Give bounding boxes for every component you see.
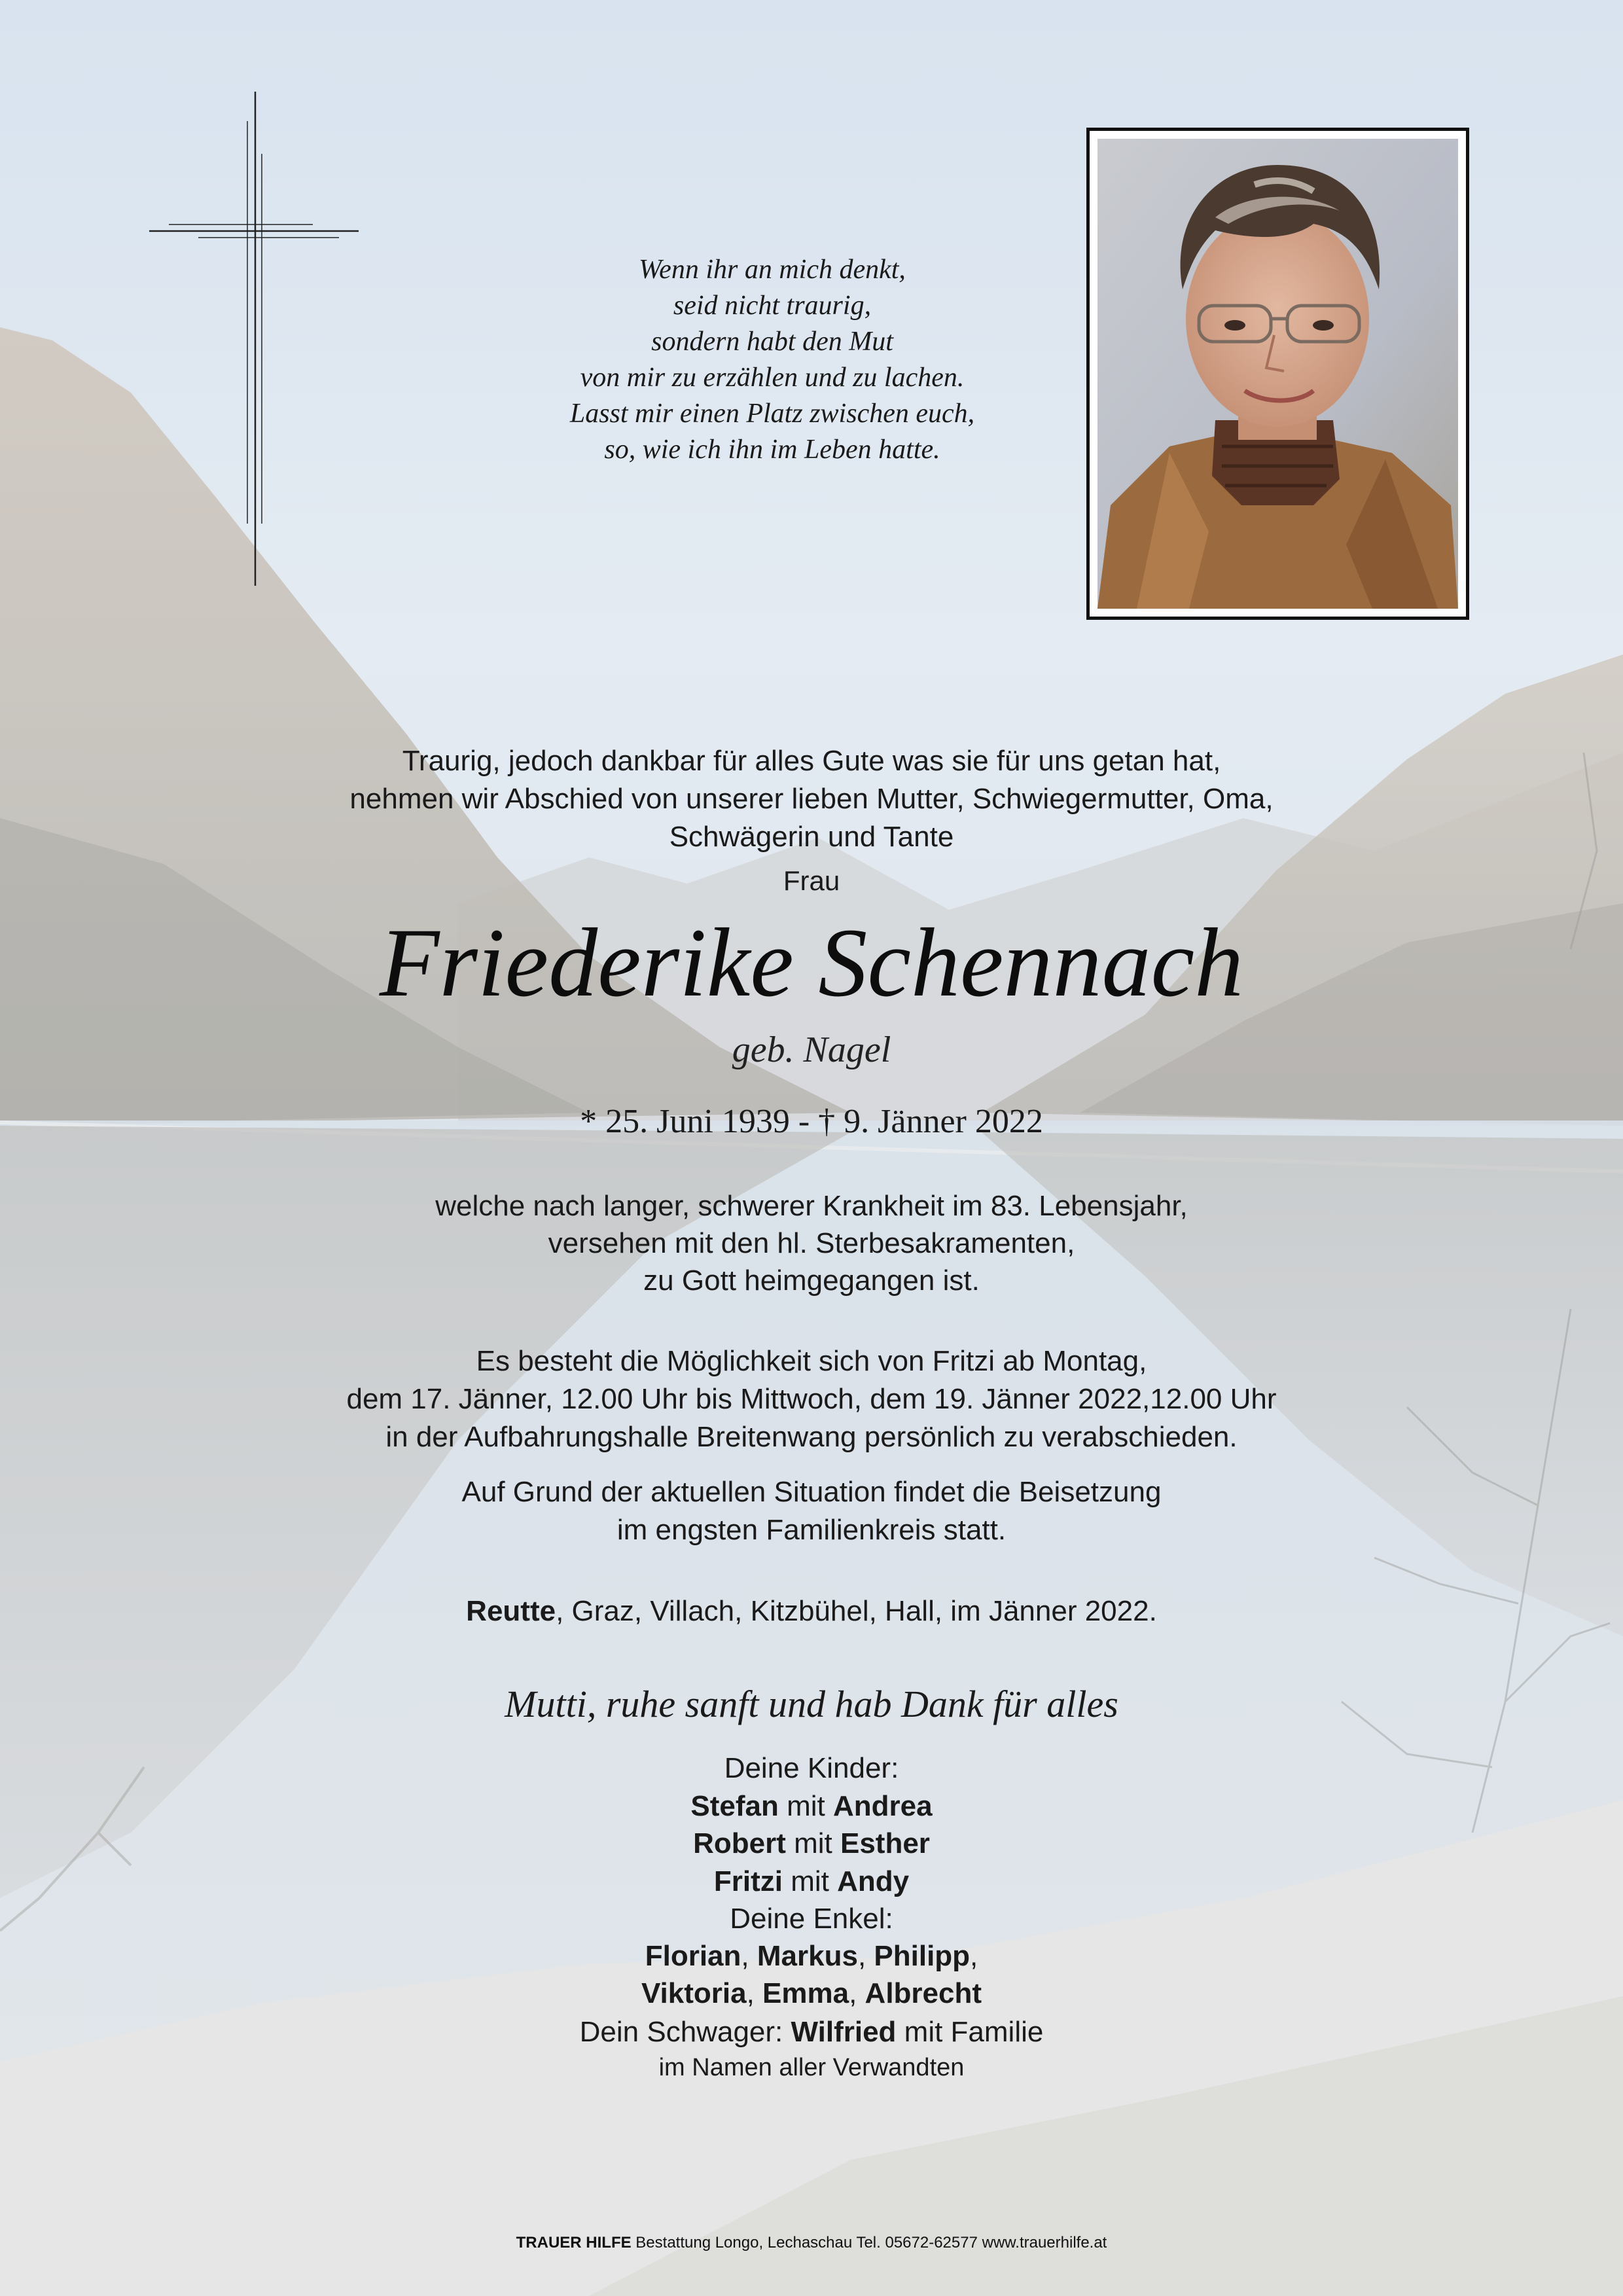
brother-rest: mit Familie: [896, 2016, 1044, 2048]
child-name: Robert: [693, 1827, 786, 1859]
child-line: [0, 1865, 1623, 1898]
salutation: Frau: [783, 865, 840, 896]
grandchild-name: Emma: [762, 1977, 849, 2009]
motto-poem: [497, 252, 1047, 468]
child-name: Fritzi: [713, 1865, 783, 1897]
footer-details: Bestattung Longo, Lechaschau Tel. 05672-62577 www.trauerhilfe.at: [631, 2234, 1107, 2251]
grandchild-name: Viktoria: [641, 1977, 747, 2009]
grandchild-name: Albrecht: [865, 1977, 982, 2009]
partner-name: Andrea: [833, 1790, 933, 1822]
viewing-line: Es besteht die Möglichkeit sich von Fritzi ab Montag,: [476, 1345, 1147, 1377]
intro-line: nehmen wir Abschied von unserer lieben Mutter, Schwiegermutter, Oma,: [349, 783, 1274, 815]
motto-line: Lasst mir einen Platz zwischen euch,: [569, 399, 975, 429]
life-dates: * 25. Juni 1939 - † 9. Jänner 2022: [580, 1103, 1043, 1140]
brother-name: Wilfried: [791, 2016, 897, 2048]
separator: ,: [970, 1940, 978, 1972]
portrait-photo: [1086, 128, 1469, 620]
grandchildren-label: Deine Enkel:: [730, 1903, 893, 1935]
motto-line: seid nicht traurig,: [673, 291, 872, 321]
separator: ,: [857, 1940, 874, 1972]
maiden-name: geb. Nagel: [732, 1030, 891, 1070]
intro-line: Traurig, jedoch dankbar für alles Gute was sie für uns getan hat,: [402, 745, 1221, 777]
intro-line: Schwägerin und Tante: [669, 821, 954, 853]
cross-icon: [149, 92, 365, 589]
mit-text: mit: [785, 1827, 840, 1859]
motto-line: Wenn ihr an mich denkt,: [639, 255, 906, 285]
grandchild-name: Markus: [757, 1940, 858, 1972]
grandchildren-line: [0, 1977, 1623, 2010]
child-line: [0, 1790, 1623, 1823]
motto-line: so, wie ich ihn im Leben hatte.: [604, 435, 940, 465]
child-name: Stefan: [690, 1790, 779, 1822]
partner-name: Esther: [840, 1827, 930, 1859]
burial-line: im engsten Familienkreis statt.: [616, 1514, 1007, 1546]
mit-text: mit: [778, 1790, 833, 1822]
children-label: Deine Kinder:: [724, 1752, 899, 1784]
places-bold: Reutte: [466, 1595, 556, 1627]
motto-line: von mir zu erzählen und zu lachen.: [580, 363, 965, 393]
motto-line: sondern habt den Mut: [651, 327, 893, 357]
mit-text: mit: [783, 1865, 838, 1897]
places-line: [0, 1595, 1623, 1628]
passing-line: versehen mit den hl. Sterbesakramenten,: [548, 1227, 1075, 1259]
grandchild-name: Florian: [645, 1940, 741, 1972]
passing-line: welche nach langer, schwerer Krankheit im 83. Lebensjahr,: [435, 1190, 1188, 1222]
brother-in-law-line: [0, 2016, 1623, 2049]
deceased-name: Friederike Schennach: [379, 908, 1244, 1017]
footer-imprint: [0, 2234, 1623, 2252]
separator: ,: [741, 1940, 757, 1972]
child-line: [0, 1827, 1623, 1860]
places-rest: , Graz, Villach, Kitzbühel, Hall, im Jänner 2022.: [556, 1595, 1157, 1627]
relatives-line: im Namen aller Verwandten: [658, 2054, 965, 2081]
viewing-line: dem 17. Jänner, 12.00 Uhr bis Mittwoch, dem 19. Jänner 2022,12.00 Uhr: [346, 1383, 1277, 1415]
passing-line: zu Gott heimgegangen ist.: [643, 1265, 980, 1297]
partner-name: Andy: [837, 1865, 910, 1897]
portrait-image: [1097, 139, 1458, 609]
grandchild-name: Philipp: [874, 1940, 971, 1972]
separator: ,: [746, 1977, 763, 2009]
separator: ,: [849, 1977, 865, 2009]
burial-line: Auf Grund der aktuellen Situation findet die Beisetzung: [461, 1476, 1162, 1508]
grandchildren-line: [0, 1940, 1623, 1973]
footer-brand: TRAUER HILFE: [516, 2234, 632, 2251]
viewing-line: in der Aufbahrungshalle Breitenwang persönlich zu verabschieden.: [385, 1421, 1238, 1453]
thanks-line: Mutti, ruhe sanft und hab Dank für alles: [505, 1683, 1118, 1725]
brother-label: Dein Schwager:: [579, 2016, 791, 2048]
